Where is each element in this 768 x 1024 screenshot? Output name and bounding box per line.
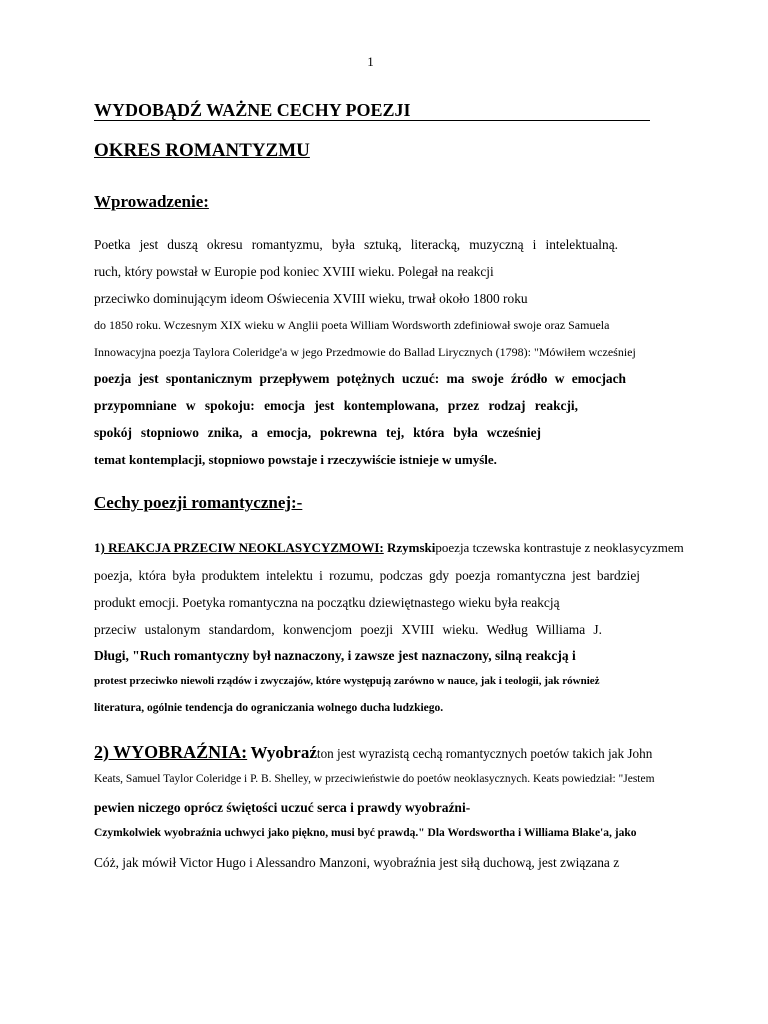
title-text: WYDOBĄDŹ WAŻNE CECHY POEZJI (94, 100, 411, 120)
intro-line: do 1850 roku. Wczesnym XIX wieku w Anglii poeta William Wordsworth zdefiniował swoje oraz Samuela (94, 318, 610, 332)
item-2-quote-line: Czymkolwiek wyobraźnia uchwyci jako piękno, musi być prawdą." Dla Wordswortha i Williama Blake'a, jako (94, 827, 637, 839)
item-1-line: produkt emocji. Poetyka romantyczna na początku dziewiętnastego wieku była reakcją (94, 595, 560, 610)
quote-line: poezja jest spontanicznym przepływem potężnych uczuć: ma swoje źródło w emocjach (94, 371, 626, 386)
intro-line: przeciwko dominującym ideom Oświecenia XVIII wieku, trwał około 1800 roku (94, 291, 528, 306)
document-subtitle: OKRES ROMANTYZMU (94, 140, 310, 161)
item-2-bold-start: Wyobraź (250, 743, 317, 762)
quote-line: temat kontemplacji, stopniowo powstaje i rzeczywiście istnieje w umyśle. (94, 452, 497, 467)
item-2-title: 2) WYOBRAŹNIA: (94, 742, 248, 762)
intro-line: ruch, który powstał w Europie pod koniec XVIII wieku. Polegał na reakcji (94, 264, 494, 279)
item-1-quote-line: Długi, "Ruch romantyczny był naznaczony, i zawsze jest naznaczony, silną reakcją i (94, 648, 576, 663)
item-1-rest: poezja tczewska kontrastuje z neoklasycyzmem (435, 540, 684, 555)
quote-line: przypomniane w spokoju: emocja jest kontemplowana, przez rodzaj reakcji, (94, 398, 578, 413)
item-1-quote-line: protest przeciwko niewoli rządów i zwyczajów, które występują zarówno w nauce, jak i teologii, jak również (94, 675, 600, 687)
item-2-line: Cóż, jak mówił Victor Hugo i Alessandro Manzoni, wyobraźnia jest siłą duchową, jest związana z (94, 855, 620, 870)
item-1-quote-line: literatura, ogólnie tendencja do ograniczania wolnego ducha ludzkiego. (94, 702, 444, 714)
page-number: 1 (367, 54, 374, 69)
item-2-quote-line: pewien niczego oprócz świętości uczuć serca i prawdy wyobraźni- (94, 800, 471, 815)
item-1-line: przeciw ustalonym standardom, konwencjom poezji XVIII wieku. Według Williama J. (94, 622, 602, 637)
item-1-line: poezja, która była produktem intelektu i rozumu, podczas gdy poezja romantyczna jest bardziej (94, 568, 640, 583)
intro-line: Innowacyjna poezja Taylora Coleridge'a w jego Przedmowie do Ballad Lirycznych (1798): "Mówiłem wcześniej (94, 345, 636, 359)
quote-line: spokój stopniowo znika, a emocja, pokrewna tej, która była wcześniej (94, 425, 541, 440)
item-1-bold-start: Rzymski (387, 540, 436, 555)
item-2-line: Keats, Samuel Taylor Coleridge i P. B. Shelley, w przeciwieństwie do poetów neoklasycznych. Keats powiedział: "Jestem (94, 773, 655, 785)
section-heading: Cechy poezji romantycznej:- (94, 493, 303, 512)
item-1-number: 1 (94, 540, 101, 555)
item-1-heading (94, 540, 684, 556)
item-1-title: ) REAKCJA PRZECIW NEOKLASYCYZMOWI: (100, 540, 384, 555)
item-2-rest: ton jest wyrazistą cechą romantycznych poetów takich jak John (316, 746, 653, 761)
document-title (94, 100, 650, 121)
intro-heading: Wprowadzenie: (94, 192, 209, 211)
item-2-heading (94, 742, 652, 763)
intro-line: Poetka jest duszą okresu romantyzmu, była sztuką, literacką, muzyczną i intelektualną. (94, 237, 618, 252)
